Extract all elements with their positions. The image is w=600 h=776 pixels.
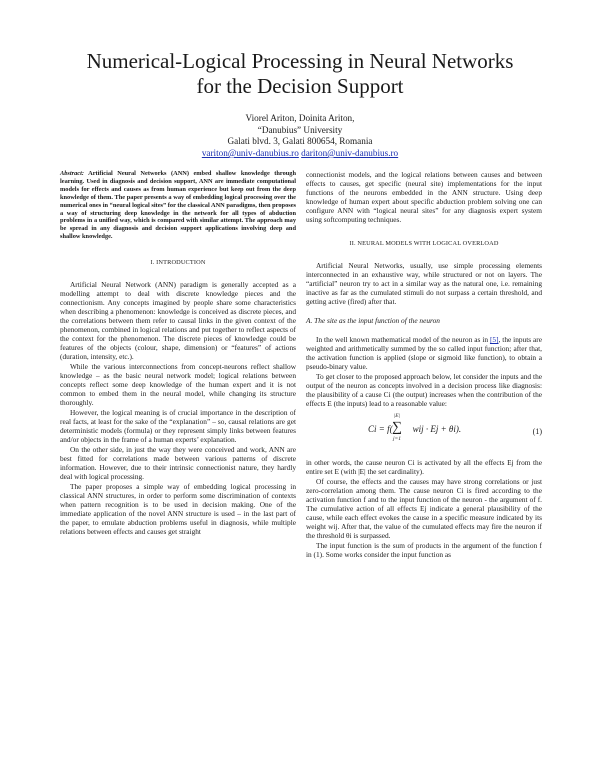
intro-paragraph: On the other side, in just the way they were conceived and work, ANN are best fitted for correlations made between various patterns of discrete information. However, due to their intrinsic connectionist nature, they hardly deal with logical processing.: [60, 445, 296, 482]
reference-link[interactable]: [5]: [489, 335, 499, 344]
email-link-1[interactable]: variton@univ-danubius.ro: [201, 148, 299, 158]
sum-lower-limit: j=1: [393, 436, 401, 442]
section2-paragraph-1: [306, 335, 542, 371]
continued-paragraph: connectionist models, and the logical relations between causes and between effects to causes, get specific (neural site) implementations for the input functions of the neurons embedded in the ANN structure. Using deep knowledge of human expert about specific abduction problem solving one can configure ANN with “logical neural sites” for any diagnosis expert system using softcomputing techniques.: [306, 170, 542, 224]
section2-paragraph-4: Of course, the effects and the causes may have strong correlations or just zero-correlation among them. The cause neuron Ci is fired according to the activation function f and to the input function of the neuron - the argument of f. The cumulative action of all effects Ej indicate a general plausibility of the cause, while each effect evokes the cause in a specific measure indicated by its weight wij. After that, the value of the cumulated effects may fire the neuron if the threshold θi is surpassed.: [306, 477, 542, 540]
equation-body: [368, 425, 461, 434]
author-block: [100, 113, 500, 148]
sigma-icon: ∑: [392, 420, 402, 435]
p1-text-after: , the inputs are weighted and arithmetically summed by the so called input function; after that, the activation function is applied (slope or sigmoid like function), to obtain a pseudo-binary value.: [306, 335, 542, 371]
equation-1: [306, 414, 542, 454]
abstract: [60, 170, 296, 241]
intro-paragraph: The paper proposes a simple way of embedding logical processing in classical ANN structures, in order to perform some discrimination of contexts when pattern recognition is to be used in decision making. One of the immediate application of the novel ANN structure is used – in the last part of the paper, to emulate abduction problems useful in diagnosis, while multiple relations between effects and causes get straight: [60, 482, 296, 537]
email-link-2[interactable]: dariton@univ-danubius.ro: [301, 148, 399, 158]
sum-upper-limit: |E|: [393, 413, 401, 419]
section2-intro: Artificial Neural Networks, usually, use simple processing elements interconnected in an exhaustive way, while structured or not on layers. The “artificial” neuron try to act in a similar way as the natural one, i.e. remaining inactive as far as the cumulated stimuli do not surpass a certain threshold, and getting active (fired) after that.: [306, 261, 542, 306]
right-column: [306, 170, 542, 559]
title-line-2: for the Decision Support: [196, 74, 404, 98]
intro-paragraph: However, the logical meaning is of crucial importance in the description of real facts, at least for the sake of the “explanation” – so, causal relations are get deterministic models (formula) or they represent simply links between features and/or objects in the frame of a human experts’ explanation.: [60, 408, 296, 445]
equation-lhs: Ci = f(: [368, 424, 393, 434]
section2-paragraph-5: The input function is the sum of products in the argument of the function f in (1). Some works consider the input function as: [306, 541, 542, 559]
section-heading-introduction: I. INTRODUCTION: [150, 259, 206, 267]
equation-term: wij · Ej + θi).: [412, 424, 462, 434]
author-names: Viorel Ariton, Doinita Ariton,: [245, 113, 355, 123]
address: Galati blvd. 3, Galati 800654, Romania: [227, 136, 373, 146]
email-line: [100, 148, 500, 160]
left-column: [60, 170, 296, 536]
intro-paragraph: Artificial Neural Network (ANN) paradigm is generally accepted as a modelling attempt to deal with discrete knowledge pieces and the connectionism. Any concepts imagined by people share some characteristics when describing a phenomenon: knowledge is conceived as discrete pieces, and the correlations between them refer to causal links in the given context of the phenomenon, combined in logical relations and put together to reflect aspects of the context for the phenomenon. The discrete pieces of knowledge could be features of the objects (colour, shape, dimension) or “features” of actions (duration, intensity, etc.).: [60, 280, 296, 362]
summation-symbol: [387, 412, 407, 444]
affiliation: “Danubius” University: [257, 124, 343, 135]
title-line-1: Numerical-Logical Processing in Neural Networks: [86, 49, 514, 73]
p1-text-before: In the well known mathematical model of the neuron as in: [316, 335, 490, 344]
abstract-label: Abstract:: [60, 170, 84, 177]
section-heading-neural-models: II. NEURAL MODELS WITH LOGICAL OVERLOAD: [349, 240, 499, 247]
paper-title: [40, 49, 560, 99]
intro-paragraph: While the various interconnections from concept-neurons reflect shallow knowledge – as the basic neural network model; logical relations between concepts reflect some deep knowledge of the human expert and it is not common to embed them in the neural model, while changing its structure thoroughly.: [60, 362, 296, 408]
abstract-text: Artificial Neural Networks (ANN) embed shallow knowledge through learning. Used in diagnosis and decision support, ANN are immediate computational models for effects and causes as from human experience but keep out from the deep knowledge of them. The paper presents a way of embedding logical processing over the numerical ones in “neural logical sites” for the classical ANN paradigms, then proposes a way of structuring deep knowledge in the network for all types of abduction problems in a unified way, which is compared with similar attempt. The approach may be spread in any diagnosis and decision support applications involving deep and shallow knowledge.: [60, 170, 296, 241]
section2-paragraph-2: To get closer to the proposed approach below, let consider the inputs and the output of the neuron as concepts involved in a decision process like diagnosis: the plausibility of a cause Ci (the output) increases when the contribution of the effects E (the inputs) lead to a reasonable value:: [306, 372, 542, 408]
equation-number: (1): [532, 427, 542, 436]
subsection-heading: A. The site as the input function of the neuron: [306, 316, 440, 325]
section2-paragraph-3: in other words, the cause neuron Ci is activated by all the effects Ej from the entire set E (with |E| the set cardinality).: [306, 458, 542, 476]
